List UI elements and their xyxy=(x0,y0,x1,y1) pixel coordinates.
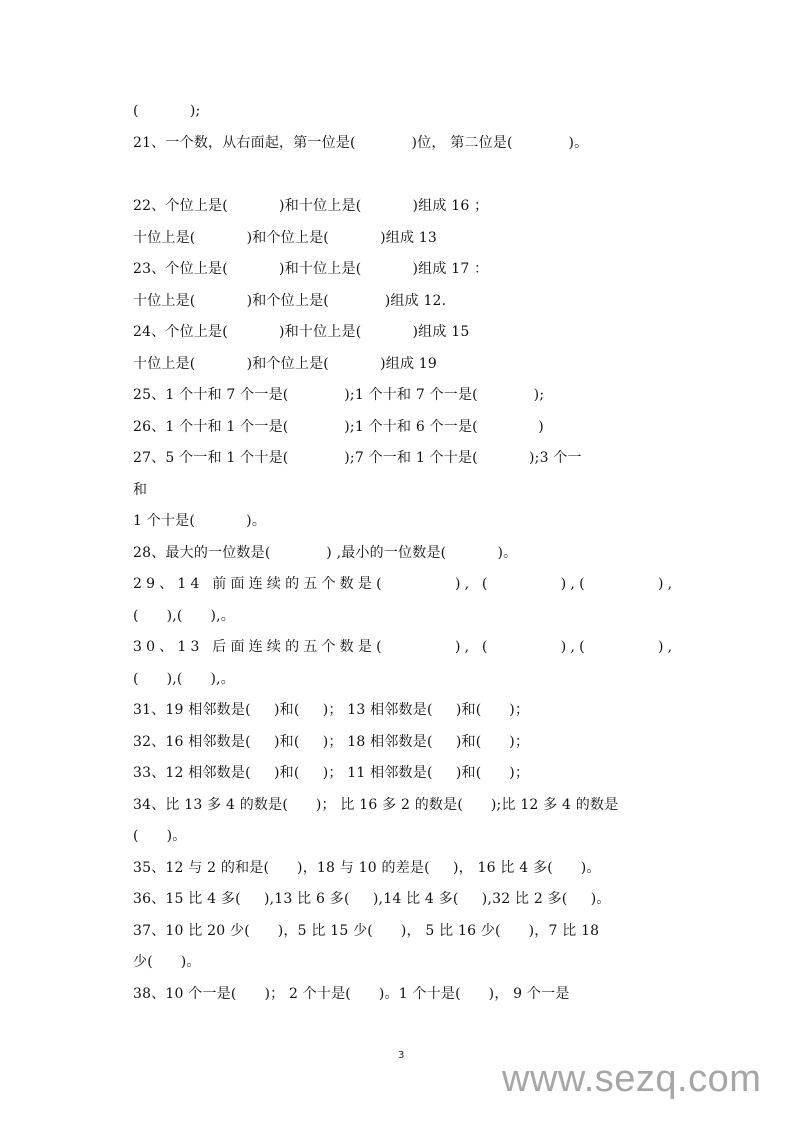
question-34: 34、比 13 多 4 的数是( )； 比 16 多 2 的数是( );比 12 多 4 的数是 xyxy=(133,797,619,813)
question-28: 28、最大的一位数是( ) ,最小的一位数是( )。 xyxy=(133,545,518,561)
question-33: 33、12 相邻数是( )和( )； 11 相邻数是( )和( )； xyxy=(133,765,530,781)
question-32: 32、16 相邻数是( )和( )； 18 相邻数是( )和( )； xyxy=(133,734,530,750)
question-25: 25、1 个十和 7 个一是( );1 个十和 7 个一是( ); xyxy=(133,387,545,403)
question-24: 24、个位上是( )和十位上是( )组成 15 xyxy=(133,324,470,340)
question-26: 26、1 个十和 1 个一是( );1 个十和 6 个一是( ) xyxy=(133,419,544,435)
text-line-20-continuation: ( ); xyxy=(133,103,201,119)
question-23: 23、个位上是( )和十位上是( )组成 17 ： xyxy=(133,261,489,277)
question-27: 27、5 个一和 1 个十是( );7 个一和 1 个十是( );3 个一 xyxy=(133,450,582,466)
question-34-wrap: ( )。 xyxy=(133,828,187,844)
question-24-part-2: 十位上是( )和个位上是( )组成 19 xyxy=(133,356,438,372)
question-37-wrap: 少( )。 xyxy=(133,954,201,970)
question-37: 37、10 比 20 少( )，5 比 15 少( )， 5 比 16 少( )，7 比 18 xyxy=(133,923,600,939)
question-21: 21、一个数，从右面起，第一位是( )位， 第二位是( )。 xyxy=(133,135,589,151)
question-23-part-2: 十位上是( )和个位上是( )组成 12. xyxy=(133,293,447,309)
question-27-wrap-1: 和 xyxy=(133,482,148,498)
page-number: 3 xyxy=(398,1050,405,1061)
question-30: 30、13 后面连续的五个数是( ), ( ),( ), xyxy=(133,639,677,655)
watermark: www.sezq.com xyxy=(502,1058,762,1100)
question-29-wrap: ( ),( ),。 xyxy=(133,608,235,624)
question-38: 38、10 个一是( )； 2 个十是( )。1 个十是( )， 9 个一是 xyxy=(133,986,570,1002)
question-22: 22、个位上是( )和十位上是( )组成 16 ； xyxy=(133,198,489,214)
question-36: 36、15 比 4 多( ),13 比 6 多( ),14 比 4 多( ),32 比 2 多( )。 xyxy=(133,891,611,907)
question-27-wrap-2: 1 个十是( )。 xyxy=(133,513,267,529)
question-35: 35、12 与 2 的和是( )，18 与 10 的差是( )， 16 比 4 多( )。 xyxy=(133,860,601,876)
question-30-wrap: ( ),( ),。 xyxy=(133,671,235,687)
question-31: 31、19 相邻数是( )和( )； 13 相邻数是( )和( )； xyxy=(133,702,530,718)
question-29: 29、14 前面连续的五个数是( ), ( ),( ), xyxy=(133,576,677,592)
question-22-part-2: 十位上是( )和个位上是( )组成 13 xyxy=(133,230,438,246)
